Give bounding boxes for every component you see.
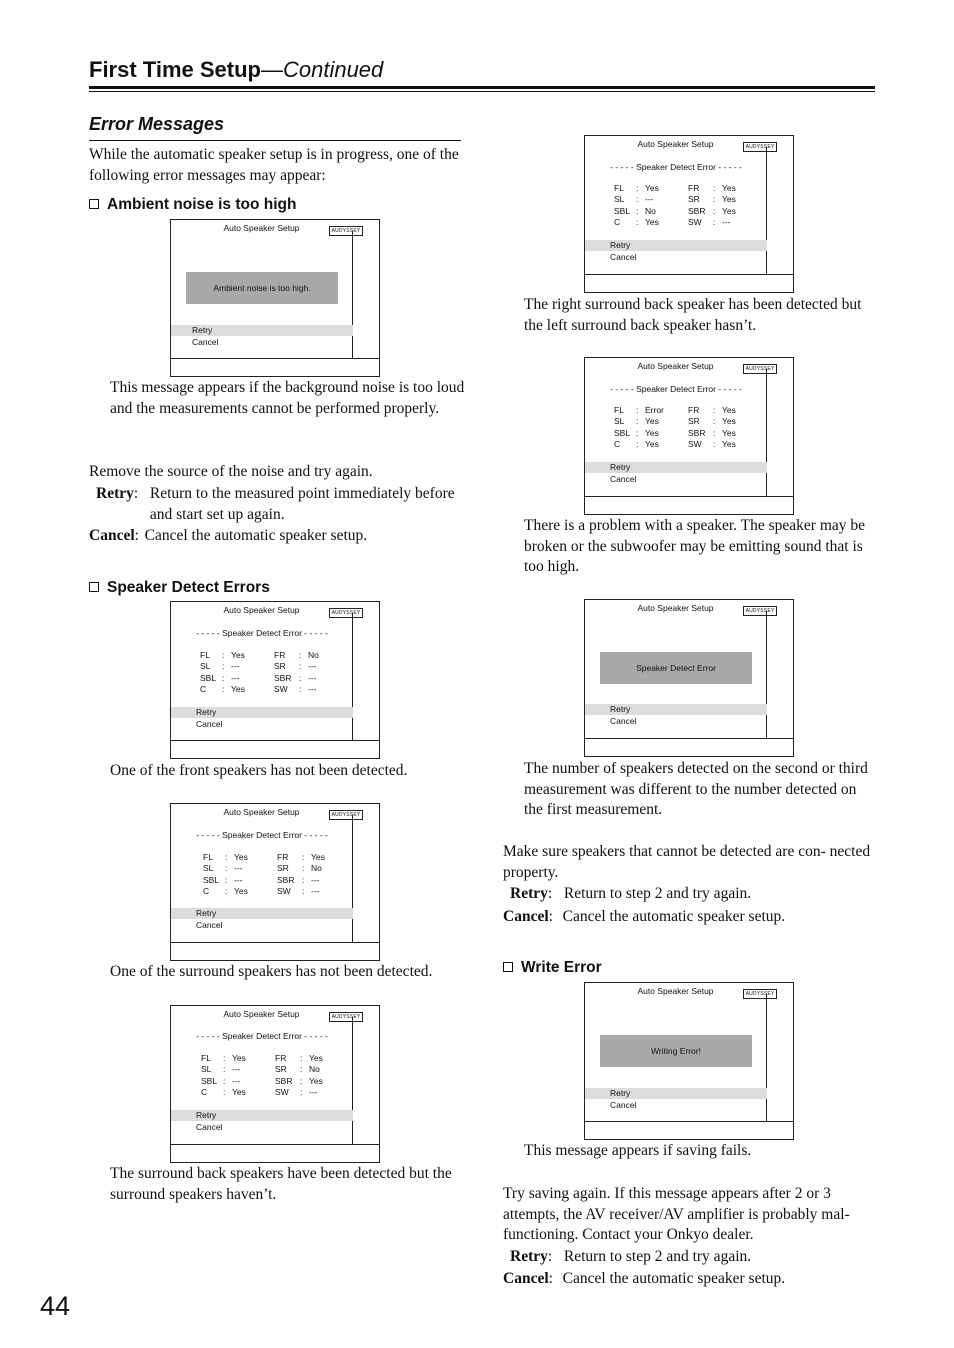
write-error-screen: Auto Speaker Setup AUDYSSEY Writing Error! Retry Cancel [584, 982, 794, 1140]
detect-caption-1: One of the front speakers has not been detected. [110, 762, 408, 779]
screen-footer [585, 738, 793, 756]
page-header [89, 56, 875, 92]
retry-option[interactable]: Retry [171, 908, 353, 919]
cancel-option[interactable]: Cancel [192, 337, 219, 347]
audyssey-logo: AUDYSSEY [743, 606, 777, 616]
screen-footer [585, 1121, 793, 1139]
ambient-noise-screen: Auto Speaker Setup AUDYSSEY Ambient noise is too high. Retry Cancel [170, 219, 380, 377]
cancel-option[interactable]: Cancel [196, 920, 223, 930]
detect-screen-5: Auto Speaker Setup AUDYSSEY - - - - - Speaker Detect Error - - - - - FL : Error FR : Yes SL : Yes SR : Yes SBL : Yes SBR : Yes C : Yes SW : Yes Retry Cancel [584, 357, 794, 515]
retry-option[interactable]: Retry [171, 707, 353, 718]
screen-sidebar [352, 613, 379, 740]
audyssey-logo: AUDYSSEY [329, 226, 363, 236]
cancel-option[interactable]: Cancel [610, 474, 637, 484]
page-title: First Time Setup—Continued [89, 57, 384, 82]
screen-footer [585, 496, 793, 514]
ambient-cancel-def: Cancel : Cancel the automatic speaker setup. [89, 527, 368, 544]
right-retry-def: Retry : Return to step 2 and try again. [510, 885, 752, 902]
header-rule [89, 86, 875, 89]
ambient-description: This message appears if the background noise is too loud and the measurements cannot be performed properly. [110, 379, 465, 417]
speaker-grid: FL : Yes FR : Yes SL : --- SR : No SBL : --- SBR : --- C : Yes SW : --- [203, 852, 325, 896]
checkbox-icon [89, 199, 99, 209]
screen-sidebar [766, 994, 793, 1121]
speaker-grid: FL : Error FR : Yes SL : Yes SR : Yes SBL : Yes SBR : Yes C : Yes SW : Yes [614, 405, 736, 449]
message-banner: Speaker Detect Error [600, 652, 752, 684]
cancel-option[interactable]: Cancel [610, 716, 637, 726]
write-error-try-text: Try saving again. If this message appears after 2 or 3 attempts, the AV receiver/AV amplifier is probably mal- functioning. Contact your Onkyo dealer. [503, 1185, 850, 1243]
detect-heading: Speaker Detect Errors [89, 578, 270, 598]
audyssey-logo: AUDYSSEY [329, 810, 363, 820]
ambient-heading: Ambient noise is too high [89, 195, 296, 215]
detect-screen-4: Auto Speaker Setup AUDYSSEY - - - - - Speaker Detect Error - - - - - FL : Yes FR : Yes SL : --- SR : Yes SBL : No SBR : Yes C : Yes SW : --- Retry Cancel [584, 135, 794, 293]
make-sure-text: Make sure speakers that cannot be detected are con- nected property. [503, 843, 871, 881]
speaker-detect-error-screen: Auto Speaker Setup AUDYSSEY Speaker Detect Error Retry Cancel [584, 599, 794, 757]
screen-footer [171, 942, 379, 960]
checkbox-icon [89, 582, 99, 592]
retry-option[interactable]: Retry [585, 704, 767, 715]
section-title: Error Messages [89, 113, 461, 141]
audyssey-logo: AUDYSSEY [743, 364, 777, 374]
screen-sidebar [352, 231, 379, 358]
screen-sidebar [352, 815, 379, 942]
page-number: 44 [40, 1291, 71, 1321]
retry-option[interactable]: Retry [585, 1088, 767, 1099]
message-banner: Ambient noise is too high. [186, 272, 338, 304]
screen-footer [585, 274, 793, 292]
header-rule-thin [89, 91, 875, 92]
retry-option[interactable]: Retry [171, 1110, 353, 1121]
screen-footer [171, 740, 379, 758]
message-banner: Writing Error! [600, 1035, 752, 1067]
screen-sidebar [766, 611, 793, 738]
cancel-option[interactable]: Cancel [610, 1100, 637, 1110]
detect-screen-2: Auto Speaker Setup AUDYSSEY - - - - - Speaker Detect Error - - - - - FL : Yes FR : Yes SL : --- SR : No SBL : --- SBR : --- C : Yes SW : --- Retry Cancel [170, 803, 380, 961]
cancel-option[interactable]: Cancel [196, 719, 223, 729]
retry-option[interactable]: Retry [585, 462, 767, 473]
write-error-caption: This message appears if saving fails. [524, 1142, 752, 1159]
right-cancel-def: Cancel : Cancel the automatic speaker setup. [503, 908, 786, 925]
write-retry-def: Retry : Return to step 2 and try again. [510, 1248, 752, 1265]
retry-option[interactable]: Retry [585, 240, 767, 251]
detect-caption-6: The number of speakers detected on the second or third measurement was different to the number detected on the first measurement. [524, 760, 868, 818]
cancel-option[interactable]: Cancel [196, 1122, 223, 1132]
detect-caption-3: The surround back speakers have been detected but the surround speakers haven’t. [110, 1165, 452, 1203]
screen-footer [171, 358, 379, 376]
screen-sidebar [352, 1017, 379, 1144]
write-cancel-def: Cancel : Cancel the automatic speaker setup. [503, 1270, 786, 1287]
retry-option[interactable]: Retry [171, 325, 353, 336]
checkbox-icon [503, 962, 513, 972]
speaker-grid: FL : Yes FR : Yes SL : --- SR : Yes SBL : No SBR : Yes C : Yes SW : --- [614, 183, 736, 227]
detect-screen-1: Auto Speaker Setup AUDYSSEY - - - - - Speaker Detect Error - - - - - FL : Yes FR : No SL : --- SR : --- SBL : --- SBR : --- C : Yes SW : --- Retry Cancel [170, 601, 380, 759]
audyssey-logo: AUDYSSEY [329, 1012, 363, 1022]
detect-caption-2: One of the surround speakers has not been detected. [110, 963, 433, 980]
screen-sidebar [766, 147, 793, 274]
detect-screen-3: Auto Speaker Setup AUDYSSEY - - - - - Speaker Detect Error - - - - - FL : Yes FR : Yes SL : --- SR : No SBL : --- SBR : Yes C : Yes SW : --- Retry Cancel [170, 1005, 380, 1163]
ambient-remove-text: Remove the source of the noise and try again. [89, 463, 373, 480]
speaker-grid: FL : Yes FR : Yes SL : --- SR : No SBL : --- SBR : Yes C : Yes SW : --- [201, 1053, 323, 1097]
screen-sidebar [766, 369, 793, 496]
detect-caption-5: There is a problem with a speaker. The speaker may be broken or the subwoofer may be emitting sound that is too high. [524, 517, 866, 575]
speaker-grid: FL : Yes FR : No SL : --- SR : --- SBL : --- SBR : --- C : Yes SW : --- [200, 650, 319, 694]
write-error-heading: Write Error [503, 958, 602, 978]
cancel-option[interactable]: Cancel [610, 252, 637, 262]
audyssey-logo: AUDYSSEY [743, 142, 777, 152]
intro-paragraph: While the automatic speaker setup is in progress, one of the following error messages may appear: [89, 146, 459, 184]
ambient-retry-def: Retry : Return to the measured point immediately before and start set up again. [96, 485, 455, 523]
detect-caption-4: The right surround back speaker has been detected but the left surround back speaker hasn’t. [524, 296, 862, 334]
audyssey-logo: AUDYSSEY [329, 608, 363, 618]
screen-footer [171, 1144, 379, 1162]
audyssey-logo: AUDYSSEY [743, 989, 777, 999]
